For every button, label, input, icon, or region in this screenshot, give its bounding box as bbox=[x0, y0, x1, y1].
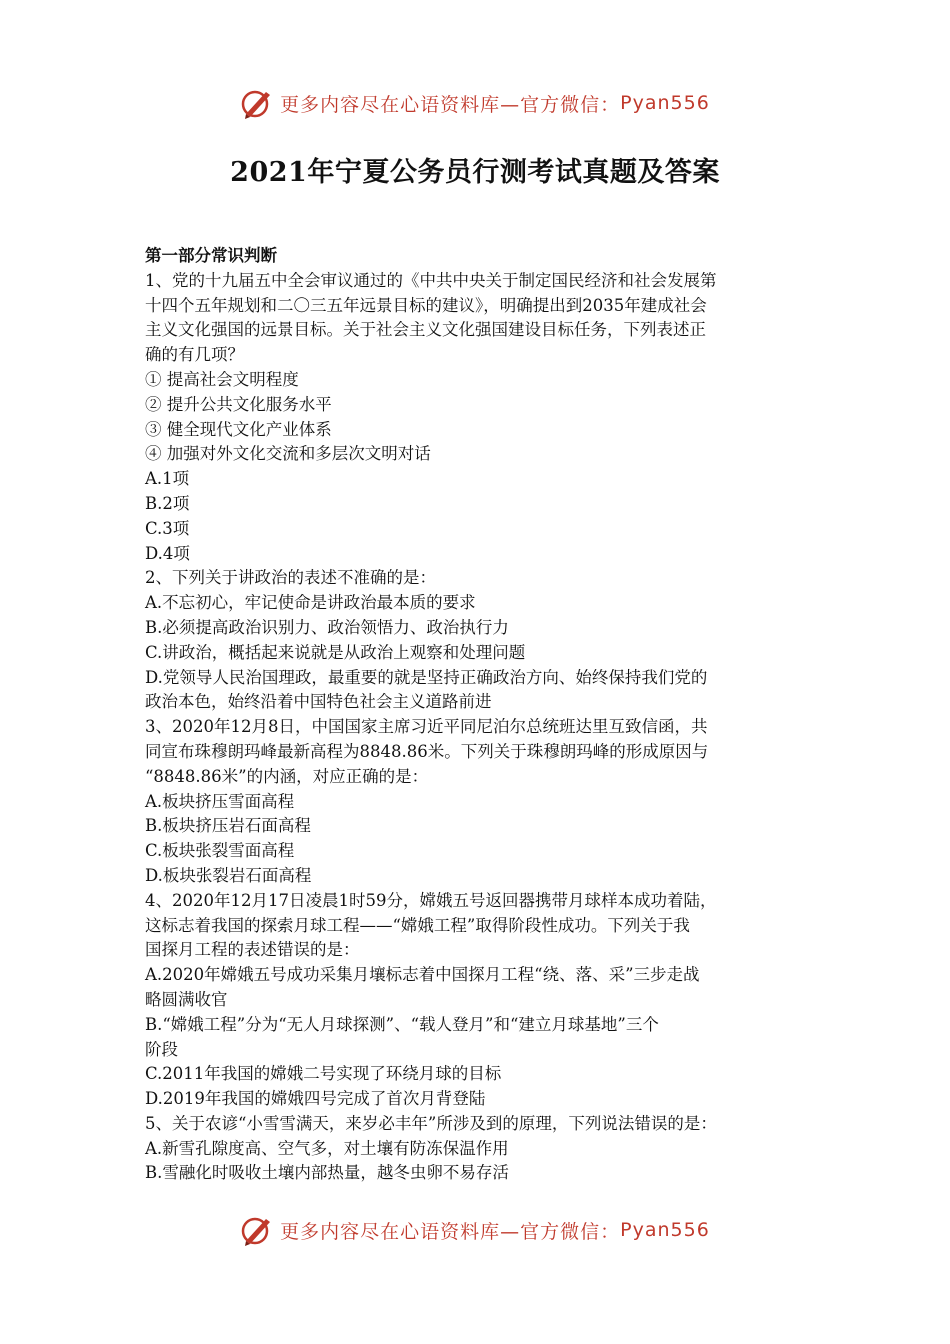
text-line: ③ 健全现代文化产业体系 bbox=[145, 419, 332, 439]
pen-logo-icon bbox=[240, 1213, 274, 1247]
text-line: 主义文化强国的远景目标。关于社会主义文化强国建设目标任务，下列表述正 bbox=[145, 320, 706, 340]
text-line: “8848.86米”的内涵，对应正确的是： bbox=[145, 766, 429, 786]
footer-banner bbox=[0, 1210, 950, 1250]
text-line: ② 提升公共文化服务水平 bbox=[145, 394, 332, 414]
text-line: B.必须提高政治识别力、政治领悟力、政治执行力 bbox=[145, 617, 509, 637]
text-line: A.新雪孔隙度高、空气多，对土壤有防冻保温作用 bbox=[145, 1138, 509, 1158]
text-line: B.雪融化时吸收土壤内部热量，越冬虫卵不易存活 bbox=[145, 1163, 509, 1183]
question-text bbox=[145, 269, 813, 1186]
text-line: 略圆满收官 bbox=[145, 989, 228, 1009]
text-line: D.板块张裂岩石面高程 bbox=[145, 865, 312, 885]
text-line: A.板块挤压雪面高程 bbox=[145, 791, 295, 811]
text-line: A.1项 bbox=[145, 469, 190, 489]
document-title: 2021年宁夏公务员行测考试真题及答案 bbox=[230, 157, 720, 188]
text-line: 政治本色，始终沿着中国特色社会主义道路前进 bbox=[145, 692, 492, 712]
banner-text: 更多内容尽在心语资料库—官方微信： bbox=[280, 93, 621, 116]
text-line: C.3项 bbox=[145, 518, 190, 538]
text-line: B.“嫦娥工程”分为“无人月球探测”、“载人登月”和“建立月球基地”三个 bbox=[145, 1014, 659, 1034]
text-line: ① 提高社会文明程度 bbox=[145, 369, 299, 389]
text-line: C.板块张裂雪面高程 bbox=[145, 841, 295, 861]
text-line: 2、下列关于讲政治的表述不准确的是： bbox=[145, 568, 436, 588]
text-line: D.2019年我国的嫦娥四号完成了首次月背登陆 bbox=[145, 1089, 486, 1109]
text-line: 国探月工程的表述错误的是： bbox=[145, 940, 360, 960]
text-line: A.2020年嫦娥五号成功采集月壤标志着中国探月工程“绕、落、采”三步走战 bbox=[145, 965, 700, 985]
text-line: D.党领导人民治国理政，最重要的就是坚持正确政治方向、始终保持我们党的 bbox=[145, 667, 708, 687]
text-line: 5、关于农谚“小雪雪满天，来岁必丰年”所涉及到的原理，下列说法错误的是： bbox=[145, 1113, 717, 1133]
text-line: C.讲政治，概括起来说就是从政治上观察和处理问题 bbox=[145, 642, 526, 662]
wechat-id: Pyan556 bbox=[620, 1219, 710, 1241]
text-line: ④ 加强对外文化交流和多层次文明对话 bbox=[145, 444, 431, 464]
text-line: A.不忘初心，牢记使命是讲政治最本质的要求 bbox=[145, 593, 476, 613]
text-line: C.2011年我国的嫦娥二号实现了环绕月球的目标 bbox=[145, 1064, 502, 1084]
text-line: 同宣布珠穆朗玛峰最新高程为8848.86米。下列关于珠穆朗玛峰的形成原因与 bbox=[145, 741, 709, 761]
section-heading: 第一部分常识判断 bbox=[145, 246, 277, 265]
banner-text: 更多内容尽在心语资料库—官方微信： bbox=[280, 1220, 621, 1243]
text-line: B.2项 bbox=[145, 493, 190, 513]
text-line: 确的有几项？ bbox=[145, 345, 244, 365]
document-body bbox=[145, 244, 813, 1186]
text-line: 3、2020年12月8日，中国国家主席习近平同尼泊尔总统班达里互致信函，共 bbox=[145, 717, 708, 737]
text-line: 阶段 bbox=[145, 1039, 178, 1059]
text-line: 1、党的十九届五中全会审议通过的《中共中央关于制定国民经济和社会发展第 bbox=[145, 270, 717, 290]
text-line: 4、2020年12月17日凌晨1时59分，嫦娥五号返回器携带月球样本成功着陆， bbox=[145, 890, 717, 910]
wechat-id: Pyan556 bbox=[620, 92, 710, 114]
pen-logo-icon bbox=[240, 86, 274, 120]
text-line: 这标志着我国的探索月球工程——“嫦娥工程”取得阶段性成功。下列关于我 bbox=[145, 915, 690, 935]
text-line: D.4项 bbox=[145, 543, 190, 563]
text-line: 十四个五年规划和二〇三五年远景目标的建议》，明确提出到2035年建成社会 bbox=[145, 295, 707, 315]
header-banner bbox=[0, 83, 950, 123]
text-line: B.板块挤压岩石面高程 bbox=[145, 816, 311, 836]
